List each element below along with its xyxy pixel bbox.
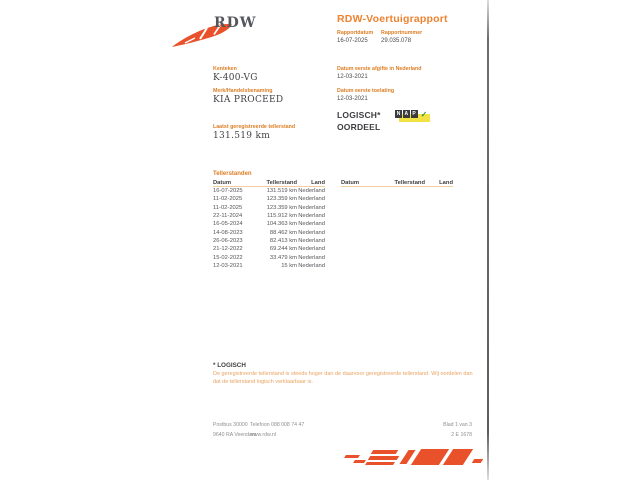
- report-number-label: Rapportnummer: [381, 30, 423, 36]
- table-cell: 104.363 km: [266, 221, 297, 228]
- rdw-speed-stripes-icon: [342, 447, 488, 469]
- table-cell: Nederland: [298, 254, 325, 261]
- table-header-row: [341, 179, 453, 187]
- footnote-text: De geregistreerde tellerstand is steeds hoger dan de daarvoor geregistreerde tellerstand. Wij oordelen dan dat de tellerstand logisch verklaarbaar is.: [213, 371, 473, 385]
- table-cell: 88.462 km: [269, 229, 297, 236]
- table-cell: Nederland: [298, 204, 325, 211]
- table-cell: 131.519 km: [266, 188, 297, 195]
- nap-letter-a: A: [404, 111, 409, 117]
- kenteken-label: Kenteken: [213, 66, 237, 72]
- footer-contact: [250, 421, 304, 440]
- column-header-datum: Datum: [213, 179, 232, 186]
- table-cell: 14-08-2023: [213, 229, 243, 236]
- table-header-row: [213, 179, 325, 187]
- table-cell: 21-12-2022: [213, 246, 243, 253]
- table-cell: Nederland: [298, 196, 325, 203]
- nap-letter-n: N: [396, 111, 401, 117]
- table-cell: 115.912 km: [267, 213, 297, 220]
- footnote-title: * LOGISCH: [213, 362, 246, 369]
- nap-check-icon: ✓: [420, 110, 428, 119]
- column-header-datum: Datum: [341, 179, 360, 186]
- kenteken-value: K-400-VG: [213, 73, 258, 83]
- table-row: [213, 212, 325, 220]
- eerste-toelating-value: 12-03-2021: [337, 96, 368, 102]
- laatste-tellerstand-label: Laatst geregistreerde tellerstand: [213, 124, 296, 130]
- table-row: [213, 245, 325, 253]
- merk-value: KIA PROCEED: [213, 95, 284, 105]
- eerste-toelating-label: Datum eerste toelating: [337, 88, 395, 94]
- table-cell: Nederland: [298, 237, 325, 244]
- oordeel-line2: OORDEEL: [337, 122, 381, 132]
- table-cell: 123.359 km: [266, 196, 297, 203]
- table-cell: 16-07-2025: [213, 188, 243, 195]
- table-cell: 11-02-2025: [213, 196, 243, 203]
- table-cell: 12-03-2021: [213, 262, 243, 269]
- page-title: RDW-Voertuigrapport: [337, 13, 448, 25]
- table-cell: Nederland: [298, 262, 325, 269]
- table-cell: 123.359 km: [266, 204, 297, 211]
- tellerstanden-rows: [213, 187, 325, 270]
- table-row: [213, 204, 325, 212]
- table-cell: 15 km: [281, 262, 297, 269]
- table-cell: 26-06-2023: [213, 237, 243, 244]
- table-row: [213, 262, 325, 270]
- table-row: [213, 187, 325, 195]
- table-cell: Nederland: [298, 213, 325, 220]
- nap-letter-p: P: [412, 111, 416, 117]
- table-cell: 22-11-2024: [213, 213, 243, 220]
- oordeel-line1: LOGISCH*: [337, 110, 381, 120]
- tellerstanden-table-empty: [341, 179, 453, 187]
- nap-logo: [395, 110, 431, 124]
- table-cell: Nederland: [298, 221, 325, 228]
- table-cell: Nederland: [298, 229, 325, 236]
- eerste-afgifte-label: Datum eerste afgifte in Nederland: [337, 66, 422, 72]
- tellerstanden-table: [213, 179, 325, 270]
- footer-website: www.rdw.nl: [250, 431, 276, 438]
- footer-form-code: 2 E 1678: [451, 431, 472, 438]
- footer-address-line1: Postbus 30000: [213, 422, 248, 428]
- report-date-value: 16-07-2025: [337, 38, 368, 44]
- scan-edge-line: [487, 0, 489, 480]
- table-cell: 16-05-2024: [213, 221, 243, 228]
- footer-address-line2: 9640 RA Veendam: [213, 431, 257, 438]
- table-cell: 33.479 km: [269, 254, 297, 261]
- table-row: [213, 195, 325, 203]
- table-row: [213, 220, 325, 228]
- table-cell: Nederland: [298, 188, 325, 195]
- table-cell: Nederland: [298, 246, 325, 253]
- table-cell: 15-02-2022: [213, 254, 243, 261]
- footer-page-number: Blad 1 van 3: [443, 422, 472, 428]
- column-header-tellerstand: Tellerstand: [266, 179, 297, 186]
- report-date-label: Rapportdatum: [337, 30, 374, 36]
- report-number-value: 29.035.078: [381, 38, 412, 44]
- table-row: [213, 253, 325, 261]
- footer-pagination: [400, 421, 472, 440]
- column-header-tellerstand: Tellerstand: [394, 179, 425, 186]
- table-row: [213, 228, 325, 236]
- tellerstanden-section-title: Tellerstanden: [213, 171, 252, 177]
- column-header-land: Land: [439, 179, 453, 186]
- eerste-afgifte-value: 12-03-2021: [337, 74, 368, 80]
- laatste-tellerstand-value: 131.519 km: [213, 131, 271, 141]
- footer-phone: Telefoon 088 008 74 47: [250, 422, 305, 428]
- table-row: [213, 237, 325, 245]
- table-cell: 11-02-2025: [213, 204, 243, 211]
- rdw-logo-text: RDW: [214, 15, 257, 31]
- column-header-land: Land: [311, 179, 325, 186]
- table-cell: 69.244 km: [269, 246, 297, 253]
- merk-label: Merk/Handelsbenaming: [213, 88, 273, 94]
- oordeel-verdict: [337, 109, 381, 133]
- table-cell: 82.413 km: [269, 237, 297, 244]
